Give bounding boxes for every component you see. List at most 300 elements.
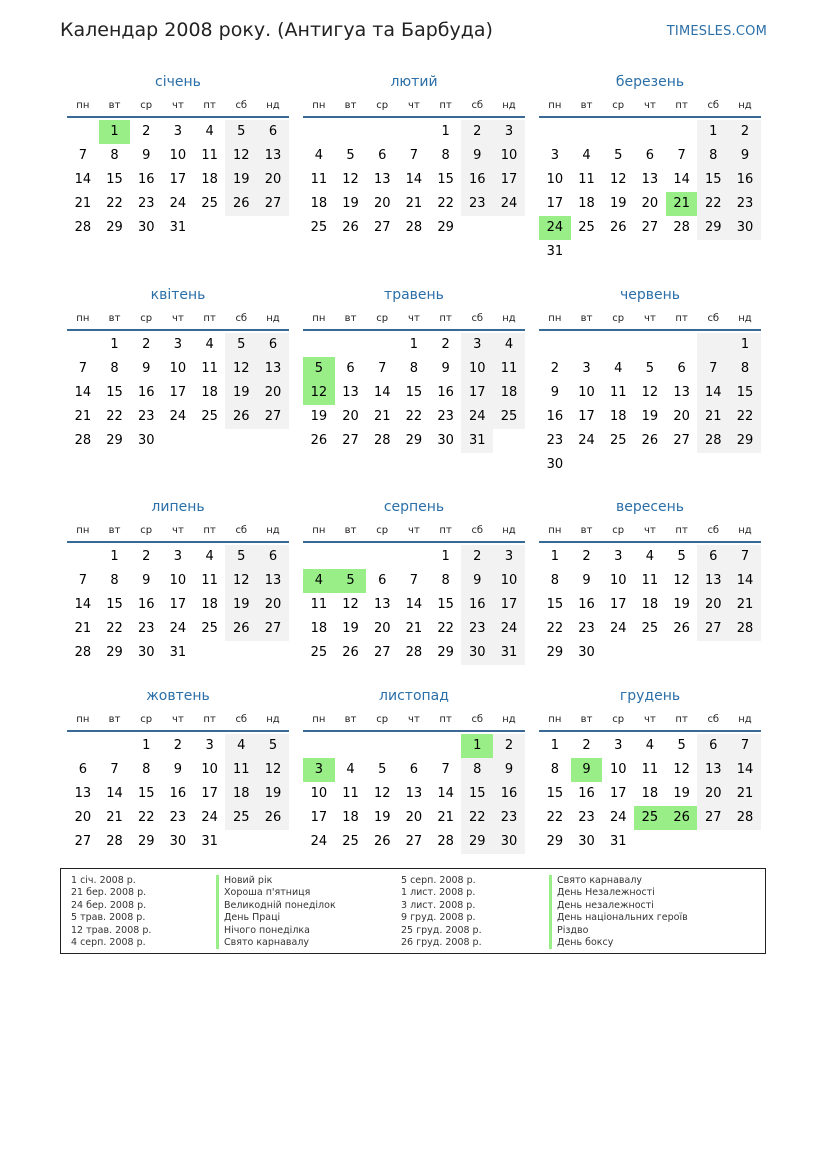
- day-cell: 25: [609, 433, 627, 448]
- day-cell: 27: [697, 806, 729, 830]
- month-name: жовтень: [146, 688, 210, 704]
- day-cell: 14: [106, 786, 123, 801]
- day-cell: 29: [106, 645, 123, 660]
- legend-entry: День Праці: [216, 912, 336, 924]
- day-cell: 10: [169, 573, 187, 588]
- day-cell: 13: [673, 385, 690, 400]
- day-cell: 2: [441, 337, 450, 352]
- day-cell: 9: [142, 361, 151, 376]
- month-name: липень: [151, 499, 205, 515]
- holiday-day: 4: [303, 569, 335, 593]
- day-cell: 19: [673, 597, 690, 612]
- month-name: грудень: [619, 688, 681, 704]
- day-cell: 15: [106, 385, 123, 400]
- legend-entry: 24 бер. 2008 р.: [71, 899, 147, 911]
- day-cell: 10: [609, 762, 627, 777]
- day-cell: 18: [493, 381, 525, 405]
- day-cell: 30: [546, 457, 564, 472]
- day-cell: 9: [729, 144, 761, 168]
- day-cell: 21: [74, 409, 92, 424]
- day-cell: 14: [74, 172, 92, 187]
- weekday-label: вт: [344, 713, 357, 725]
- day-cell: 19: [257, 782, 289, 806]
- legend-entry: 3 лист. 2008 р.: [401, 899, 476, 911]
- day-cell: 22: [697, 192, 729, 216]
- day-cell: 24: [578, 433, 595, 448]
- holiday-day: 1: [461, 734, 493, 758]
- legend-dates-2: [401, 875, 482, 949]
- day-cell: 4: [225, 734, 257, 758]
- month-name: лютий: [390, 74, 438, 90]
- legend-entry: 1 січ. 2008 р.: [71, 875, 136, 886]
- empty-cell: [366, 734, 398, 758]
- weekday-label: ср: [612, 524, 625, 536]
- weekday-label: пт: [675, 99, 688, 111]
- day-cell: 10: [546, 172, 564, 187]
- day-cell: 22: [461, 806, 493, 830]
- day-cell: 8: [550, 573, 559, 588]
- day-cell: 18: [342, 810, 359, 825]
- weekday-label: пт: [675, 713, 688, 725]
- day-cell: 11: [578, 172, 595, 187]
- day-cell: 7: [110, 762, 119, 777]
- day-cell: 3: [550, 148, 559, 163]
- days-grid: [67, 333, 289, 453]
- day-cell: 11: [201, 148, 218, 163]
- weekday-label: ср: [140, 99, 153, 111]
- empty-cell: [335, 734, 367, 758]
- day-cell: 11: [641, 762, 659, 777]
- day-cell: 18: [641, 786, 659, 801]
- day-cell: 29: [437, 220, 454, 235]
- day-cell: 30: [169, 834, 187, 849]
- day-cell: 24: [201, 810, 218, 825]
- day-cell: 23: [437, 409, 454, 424]
- day-cell: 2: [142, 549, 151, 564]
- day-cell: 6: [645, 148, 655, 163]
- empty-cell: [67, 734, 99, 758]
- day-cell: 11: [225, 758, 257, 782]
- day-cell: 7: [409, 573, 419, 588]
- day-cell: 22: [106, 409, 123, 424]
- day-cell: 3: [614, 738, 623, 753]
- day-cell: 23: [137, 621, 155, 636]
- weekday-label: вт: [580, 524, 593, 536]
- weekday-label: чт: [644, 713, 656, 725]
- weekday-label: нд: [266, 524, 280, 536]
- day-cell: 14: [74, 597, 92, 612]
- day-cell: 26: [641, 433, 659, 448]
- day-cell: 28: [729, 617, 761, 641]
- day-cell: 6: [677, 361, 686, 376]
- weekday-label: сб: [235, 99, 248, 111]
- day-cell: 22: [437, 196, 454, 211]
- day-cell: 3: [173, 124, 183, 139]
- day-cell: 15: [405, 385, 423, 400]
- day-cell: 13: [74, 786, 92, 801]
- day-cell: 26: [225, 405, 257, 429]
- day-cell: 5: [645, 361, 655, 376]
- weekday-label: сб: [707, 312, 720, 324]
- day-cell: 30: [461, 641, 493, 665]
- day-cell: 25: [201, 621, 218, 636]
- day-cell: 29: [405, 433, 423, 448]
- day-cell: 20: [74, 810, 92, 825]
- empty-cell: [303, 120, 335, 144]
- weekday-label: чт: [408, 99, 420, 111]
- days-grid: [539, 333, 761, 477]
- day-cell: 7: [729, 734, 761, 758]
- day-cell: 5: [225, 545, 257, 569]
- month-name: вересень: [615, 499, 685, 515]
- day-cell: 29: [106, 220, 123, 235]
- days-grid: [303, 734, 525, 854]
- weekday-label: пт: [675, 312, 688, 324]
- day-cell: 17: [169, 597, 187, 612]
- day-cell: 9: [173, 762, 183, 777]
- legend-entry: 4 серп. 2008 р.: [71, 937, 146, 949]
- day-cell: 28: [673, 220, 690, 235]
- day-cell: 19: [673, 786, 690, 801]
- weekday-header: [539, 307, 761, 331]
- day-cell: 10: [461, 357, 493, 381]
- day-cell: 29: [729, 429, 761, 453]
- empty-cell: [666, 333, 698, 357]
- day-cell: 30: [578, 834, 595, 849]
- legend-entry: Великодній понеділок: [216, 900, 336, 912]
- weekday-label: сб: [235, 524, 248, 536]
- day-cell: 18: [641, 597, 659, 612]
- day-cell: 3: [173, 549, 183, 564]
- day-cell: 19: [342, 621, 359, 636]
- day-cell: 2: [142, 124, 151, 139]
- month-9: [539, 497, 761, 665]
- days-grid: [67, 734, 289, 854]
- days-grid: [303, 120, 525, 240]
- month-name: квітень: [150, 287, 206, 303]
- weekday-label: пн: [548, 99, 562, 111]
- day-cell: 17: [201, 786, 218, 801]
- weekday-label: ср: [140, 713, 153, 725]
- day-cell: 4: [205, 337, 214, 352]
- empty-cell: [666, 120, 698, 144]
- weekday-label: чт: [644, 99, 656, 111]
- day-cell: 14: [673, 172, 690, 187]
- day-cell: 6: [378, 573, 387, 588]
- day-cell: 15: [461, 782, 493, 806]
- month-11: [303, 686, 525, 854]
- weekday-label: пт: [203, 312, 216, 324]
- day-cell: 19: [225, 168, 257, 192]
- day-cell: 2: [461, 120, 493, 144]
- day-cell: 14: [697, 381, 729, 405]
- day-cell: 21: [405, 621, 423, 636]
- day-cell: 20: [257, 593, 289, 617]
- weekday-label: вт: [580, 713, 593, 725]
- weekday-label: сб: [707, 99, 720, 111]
- day-cell: 6: [697, 545, 729, 569]
- day-cell: 22: [546, 810, 564, 825]
- day-cell: 28: [74, 645, 92, 660]
- empty-cell: [634, 333, 666, 357]
- day-cell: 30: [137, 433, 155, 448]
- empty-cell: [539, 333, 571, 357]
- day-cell: 19: [225, 381, 257, 405]
- day-cell: 3: [461, 333, 493, 357]
- days-grid: [539, 734, 761, 854]
- weekday-header: [67, 94, 289, 118]
- day-cell: 2: [493, 734, 525, 758]
- day-cell: 5: [378, 762, 387, 777]
- day-cell: 23: [729, 192, 761, 216]
- holiday-day: 12: [303, 381, 335, 405]
- day-cell: 6: [409, 762, 419, 777]
- day-cell: 18: [310, 621, 328, 636]
- day-cell: 5: [677, 549, 686, 564]
- day-cell: 9: [142, 573, 151, 588]
- empty-cell: [398, 120, 430, 144]
- day-cell: 15: [437, 597, 454, 612]
- day-cell: 29: [137, 834, 155, 849]
- weekday-label: сб: [471, 713, 484, 725]
- day-cell: 13: [373, 172, 391, 187]
- day-cell: 12: [373, 786, 391, 801]
- day-cell: 20: [257, 381, 289, 405]
- weekday-label: пн: [312, 713, 326, 725]
- day-cell: 27: [257, 617, 289, 641]
- day-cell: 20: [373, 196, 391, 211]
- day-cell: 16: [578, 597, 595, 612]
- day-cell: 27: [373, 645, 391, 660]
- weekday-label: чт: [172, 524, 184, 536]
- day-cell: 17: [493, 593, 525, 617]
- day-cell: 11: [641, 573, 659, 588]
- day-cell: 1: [441, 549, 450, 564]
- day-cell: 16: [137, 597, 155, 612]
- day-cell: 27: [74, 834, 92, 849]
- day-cell: 28: [697, 429, 729, 453]
- weekday-label: пн: [548, 524, 562, 536]
- weekday-label: вт: [344, 99, 357, 111]
- day-cell: 13: [257, 569, 289, 593]
- weekday-label: вт: [580, 312, 593, 324]
- day-cell: 3: [205, 738, 214, 753]
- day-cell: 13: [342, 385, 359, 400]
- day-cell: 13: [697, 569, 729, 593]
- day-cell: 6: [257, 545, 289, 569]
- day-cell: 10: [310, 786, 328, 801]
- day-cell: 20: [641, 196, 659, 211]
- day-cell: 31: [609, 834, 627, 849]
- day-cell: 22: [437, 621, 454, 636]
- day-cell: 3: [614, 549, 623, 564]
- day-cell: 21: [373, 409, 391, 424]
- site-link[interactable]: TIMESLES.COM: [666, 24, 767, 39]
- day-cell: 19: [225, 593, 257, 617]
- weekday-header: [539, 94, 761, 118]
- day-cell: 21: [437, 810, 454, 825]
- holiday-day: 3: [303, 758, 335, 782]
- day-cell: 26: [609, 220, 627, 235]
- holiday-day: 21: [666, 192, 698, 216]
- weekday-label: пн: [312, 99, 326, 111]
- weekday-label: чт: [408, 713, 420, 725]
- day-cell: 25: [493, 405, 525, 429]
- weekday-label: пт: [203, 99, 216, 111]
- weekday-label: чт: [408, 312, 420, 324]
- day-cell: 8: [110, 148, 119, 163]
- month-name: червень: [619, 287, 681, 303]
- day-cell: 22: [106, 196, 123, 211]
- day-cell: 21: [74, 621, 92, 636]
- legend-names-1: [216, 875, 336, 949]
- day-cell: 17: [310, 810, 328, 825]
- empty-cell: [303, 545, 335, 569]
- day-cell: 17: [609, 786, 627, 801]
- weekday-label: пн: [76, 713, 90, 725]
- day-cell: 26: [310, 433, 328, 448]
- weekday-label: пт: [439, 312, 452, 324]
- weekday-label: нд: [502, 713, 516, 725]
- weekday-label: ср: [376, 713, 389, 725]
- day-cell: 25: [641, 621, 659, 636]
- day-cell: 29: [697, 216, 729, 240]
- day-cell: 5: [346, 148, 355, 163]
- weekday-label: ср: [376, 312, 389, 324]
- day-cell: 4: [645, 738, 655, 753]
- day-cell: 1: [409, 337, 419, 352]
- weekday-label: пн: [312, 524, 326, 536]
- day-cell: 12: [673, 573, 690, 588]
- day-cell: 29: [437, 645, 454, 660]
- day-cell: 11: [201, 361, 218, 376]
- day-cell: 17: [578, 409, 595, 424]
- holiday-day: 25: [634, 806, 666, 830]
- day-cell: 27: [673, 433, 690, 448]
- day-cell: 4: [645, 549, 655, 564]
- day-cell: 6: [697, 734, 729, 758]
- weekday-label: ср: [376, 99, 389, 111]
- weekday-label: чт: [408, 524, 420, 536]
- day-cell: 30: [137, 220, 155, 235]
- day-cell: 13: [373, 597, 391, 612]
- weekday-label: чт: [172, 99, 184, 111]
- weekday-label: нд: [738, 713, 752, 725]
- weekday-label: пн: [548, 312, 562, 324]
- day-cell: 23: [137, 409, 155, 424]
- day-cell: 9: [461, 569, 493, 593]
- day-cell: 24: [609, 621, 627, 636]
- empty-cell: [571, 120, 603, 144]
- empty-cell: [366, 120, 398, 144]
- day-cell: 27: [641, 220, 659, 235]
- day-cell: 31: [461, 429, 493, 453]
- weekday-label: пн: [76, 524, 90, 536]
- day-cell: 24: [461, 405, 493, 429]
- day-cell: 9: [582, 573, 591, 588]
- weekday-label: сб: [235, 312, 248, 324]
- empty-cell: [303, 333, 335, 357]
- empty-cell: [335, 545, 367, 569]
- day-cell: 9: [493, 758, 525, 782]
- day-cell: 8: [697, 144, 729, 168]
- weekday-label: вт: [580, 99, 593, 111]
- day-cell: 24: [169, 196, 187, 211]
- day-cell: 12: [225, 357, 257, 381]
- day-cell: 31: [169, 220, 187, 235]
- weekday-label: нд: [502, 99, 516, 111]
- day-cell: 15: [546, 786, 564, 801]
- legend-dates-1: [71, 875, 151, 949]
- day-cell: 12: [225, 569, 257, 593]
- day-cell: 19: [342, 196, 359, 211]
- day-cell: 29: [106, 433, 123, 448]
- weekday-label: пт: [203, 524, 216, 536]
- legend-entry: 25 груд. 2008 р.: [401, 924, 482, 936]
- month-name: серпень: [383, 499, 445, 515]
- empty-cell: [602, 333, 634, 357]
- day-cell: 23: [493, 806, 525, 830]
- day-cell: 26: [342, 220, 359, 235]
- day-cell: 30: [437, 433, 454, 448]
- day-cell: 24: [310, 834, 328, 849]
- day-cell: 10: [169, 361, 187, 376]
- month-3: [539, 72, 761, 264]
- day-cell: 7: [78, 573, 87, 588]
- empty-cell: [67, 545, 99, 569]
- day-cell: 4: [582, 148, 591, 163]
- day-cell: 27: [257, 405, 289, 429]
- day-cell: 23: [578, 810, 595, 825]
- day-cell: 17: [546, 196, 564, 211]
- empty-cell: [539, 120, 571, 144]
- weekday-label: пт: [203, 713, 216, 725]
- legend-entry: 1 лист. 2008 р.: [401, 887, 476, 899]
- legend-entry: День національних героїв: [549, 912, 688, 924]
- day-cell: 25: [578, 220, 595, 235]
- day-cell: 24: [493, 192, 525, 216]
- day-cell: 9: [550, 385, 559, 400]
- day-cell: 20: [697, 593, 729, 617]
- day-cell: 18: [225, 782, 257, 806]
- day-cell: 28: [74, 220, 92, 235]
- weekday-header: [67, 708, 289, 732]
- day-cell: 16: [137, 385, 155, 400]
- holiday-day: 24: [539, 216, 571, 240]
- day-cell: 10: [493, 144, 525, 168]
- weekday-header: [67, 519, 289, 543]
- day-cell: 6: [378, 148, 387, 163]
- day-cell: 14: [74, 385, 92, 400]
- day-cell: 25: [342, 834, 359, 849]
- empty-cell: [335, 333, 367, 357]
- day-cell: 8: [441, 573, 450, 588]
- day-cell: 17: [169, 172, 187, 187]
- day-cell: 6: [78, 762, 87, 777]
- day-cell: 16: [546, 409, 564, 424]
- weekday-label: нд: [738, 99, 752, 111]
- weekday-label: пн: [76, 99, 90, 111]
- day-cell: 2: [550, 361, 559, 376]
- day-cell: 6: [257, 120, 289, 144]
- day-cell: 16: [729, 168, 761, 192]
- legend-entry: Новий рік: [216, 875, 336, 887]
- empty-cell: [697, 333, 729, 357]
- empty-cell: [398, 734, 430, 758]
- day-cell: 11: [493, 357, 525, 381]
- weekday-label: чт: [172, 713, 184, 725]
- day-cell: 16: [137, 172, 155, 187]
